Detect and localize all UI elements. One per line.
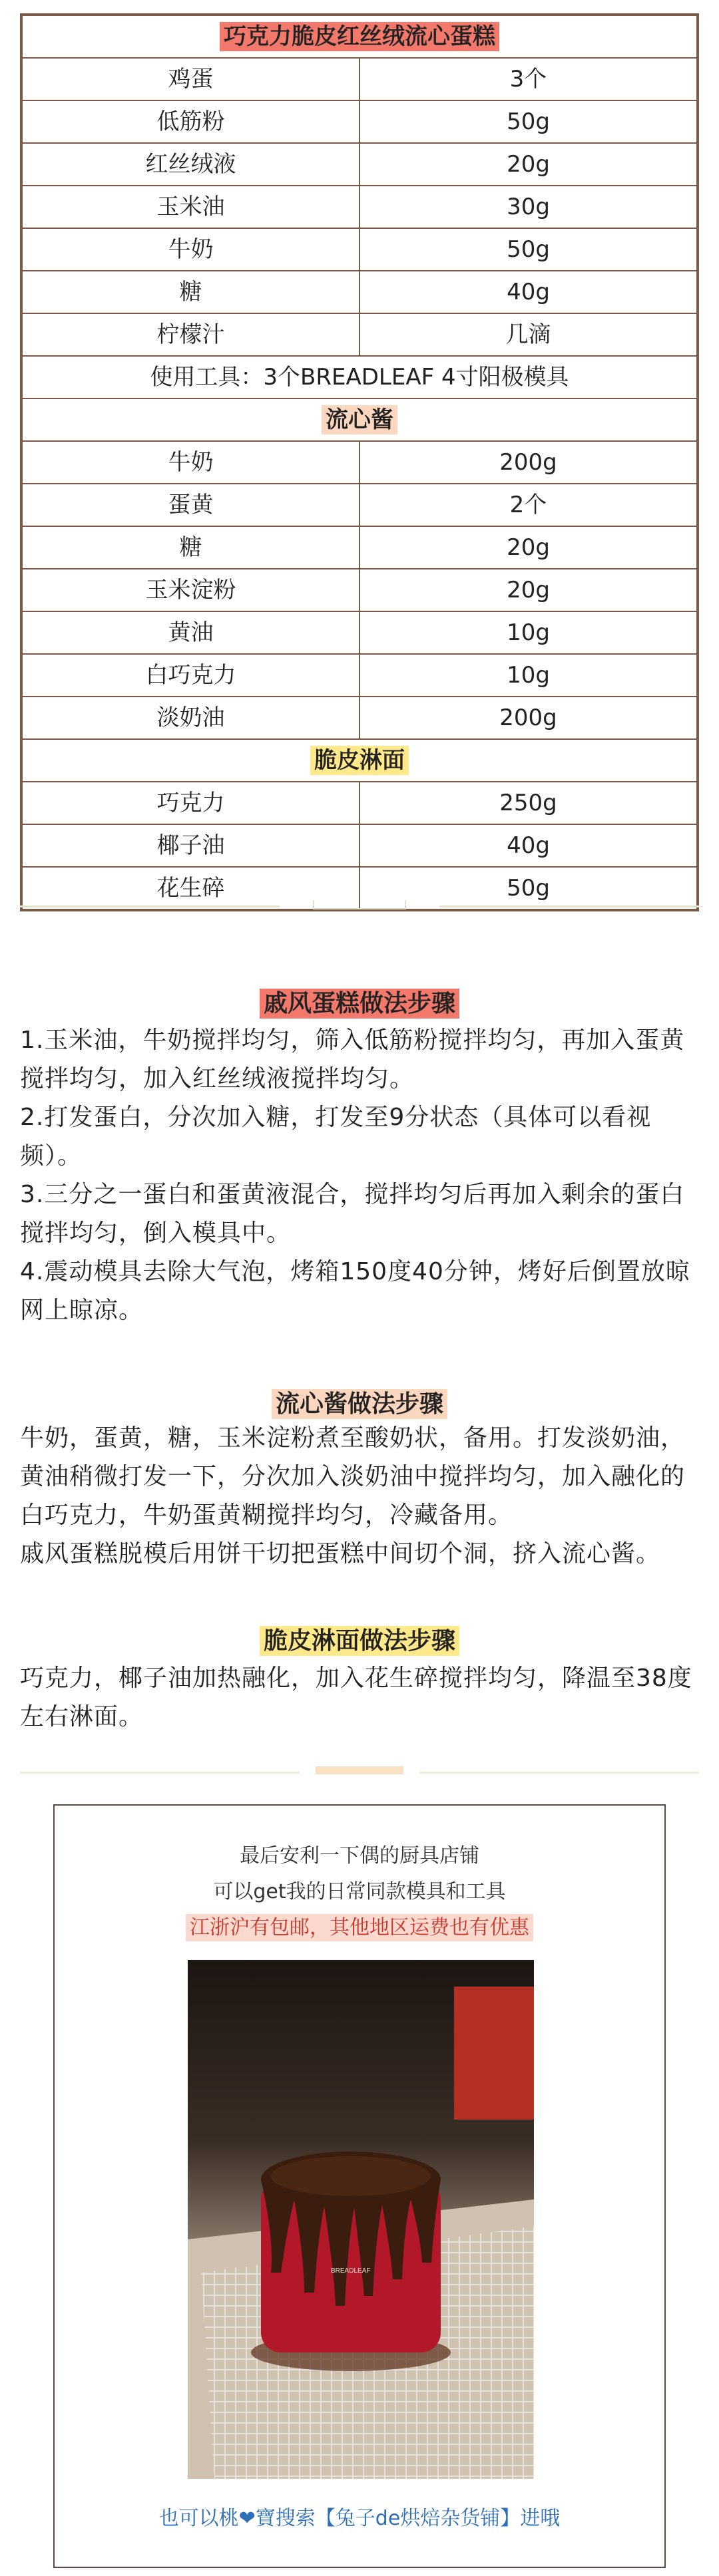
shop-promo-box <box>53 1804 666 2568</box>
ingredient-amount: 200g <box>360 697 697 739</box>
ingredient-name: 淡奶油 <box>22 697 360 739</box>
ingredient-amount: 250g <box>360 782 697 824</box>
ingredient-name: 红丝绒液 <box>22 143 360 186</box>
table-row <box>22 143 697 186</box>
steps3-title: 脆皮淋面做法步骤 <box>260 1626 459 1656</box>
ingredient-name: 牛奶 <box>22 228 360 271</box>
steps1-text <box>20 1021 699 1330</box>
ingredient-name: 柠檬汁 <box>22 313 360 356</box>
ingredient-amount: 50g <box>360 228 697 271</box>
table-row <box>22 58 697 100</box>
ingredient-amount: 3个 <box>360 58 697 100</box>
steps3-line: 巧克力，椰子油加热融化，加入花生碎搅拌均匀，降温至38度左右淋面。 <box>20 1665 692 1730</box>
table-row <box>22 526 697 569</box>
steps1-title-wrap <box>0 985 719 1019</box>
table-row <box>22 611 697 654</box>
steps2-text <box>20 1419 699 1573</box>
ingredient-name: 玉米淀粉 <box>22 569 360 611</box>
promo-shipping-note: 江浙沪有包邮，其他地区运费也有优惠 <box>186 1914 533 1941</box>
table-row <box>22 313 697 356</box>
ingredient-amount: 几滴 <box>360 313 697 356</box>
section2-title-row <box>22 399 697 441</box>
ingredient-amount: 20g <box>360 526 697 569</box>
ingredient-name: 鸡蛋 <box>22 58 360 100</box>
ingredient-name: 糖 <box>22 526 360 569</box>
table-row <box>22 824 697 867</box>
ingredient-amount: 20g <box>360 143 697 186</box>
table-row <box>22 484 697 526</box>
promo-line-2: 可以get我的日常同款模具和工具 <box>213 1880 506 1903</box>
steps1-line: 3.三分之一蛋白和蛋黄液混合，搅拌均匀后再加入剩余的蛋白搅拌均匀，倒入模具中。 <box>20 1181 685 1247</box>
tools-row <box>22 356 697 399</box>
photo-watermark: BREADLEAF <box>331 2267 371 2275</box>
promo-line-1: 最后安利一下偶的厨具店铺 <box>240 1844 479 1867</box>
ingredient-name: 糖 <box>22 271 360 313</box>
ingredient-name: 花生碎 <box>22 867 360 909</box>
ingredient-amount: 2个 <box>360 484 697 526</box>
table-row <box>22 782 697 824</box>
steps2-line: 戚风蛋糕脱模后用饼干切把蛋糕中间切个洞，挤入流心酱。 <box>20 1540 661 1567</box>
section3-title-row <box>22 739 697 782</box>
steps1-line: 4.震动模具去除大气泡，烤箱150度40分钟，烤好后倒置放晾网上晾凉。 <box>20 1258 690 1324</box>
cake-photo <box>188 1960 534 2479</box>
promo-line-3-wrap <box>55 1911 664 1940</box>
steps2-title-wrap <box>0 1385 719 1419</box>
tools-note: 使用工具：3个BREADLEAF 4寸阳极模具 <box>22 356 697 399</box>
table-row <box>22 100 697 143</box>
ingredient-name: 玉米油 <box>22 186 360 228</box>
ingredient-amount: 40g <box>360 271 697 313</box>
steps2-title: 流心酱做法步骤 <box>272 1389 447 1419</box>
ingredient-name: 牛奶 <box>22 441 360 484</box>
ingredient-amount: 50g <box>360 867 697 909</box>
ingredient-amount: 30g <box>360 186 697 228</box>
table-row <box>22 441 697 484</box>
ingredient-name: 巧克力 <box>22 782 360 824</box>
ingredient-amount: 200g <box>360 441 697 484</box>
table-row <box>22 569 697 611</box>
section1-title-row <box>22 15 697 58</box>
section-divider <box>20 1766 699 1780</box>
ingredient-name: 黄油 <box>22 611 360 654</box>
steps2-line: 牛奶，蛋黄，糖，玉米淀粉煮至酸奶状，备用。打发淡奶油，黄油稍微打发一下，分次加入淡奶油中搅拌均匀，加入融化的白巧克力，牛奶蛋黄糊搅拌均匀，冷藏备用。 <box>20 1424 686 1529</box>
steps1-line: 1.玉米油，牛奶搅拌均匀，筛入低筋粉搅拌均匀，再加入蛋黄搅拌均匀，加入红丝绒液搅拌均匀。 <box>20 1027 685 1092</box>
table-row <box>22 697 697 739</box>
ingredient-name: 椰子油 <box>22 824 360 867</box>
steps1-title: 戚风蛋糕做法步骤 <box>260 989 459 1019</box>
steps3-text <box>20 1659 699 1736</box>
ingredient-amount: 20g <box>360 569 697 611</box>
table-row <box>22 186 697 228</box>
ingredient-name: 低筋粉 <box>22 100 360 143</box>
table-row <box>22 654 697 697</box>
ingredient-amount: 10g <box>360 611 697 654</box>
table-row <box>22 271 697 313</box>
section2-title: 流心酱 <box>322 405 397 434</box>
section-divider <box>20 900 699 913</box>
section3-title: 脆皮淋面 <box>310 746 409 775</box>
steps3-title-wrap <box>0 1622 719 1656</box>
ingredient-amount: 40g <box>360 824 697 867</box>
section1-title: 巧克力脆皮红丝绒流心蛋糕 <box>220 22 499 51</box>
ingredient-table-grid <box>21 15 698 910</box>
ingredient-name: 蛋黄 <box>22 484 360 526</box>
table-row <box>22 228 697 271</box>
promo-search-text: 也可以桃❤寶搜索【兔子de烘焙杂货铺】进哦 <box>158 2507 561 2530</box>
steps1-line: 2.打发蛋白，分次加入糖，打发至9分状态（具体可以看视频）。 <box>20 1104 652 1170</box>
ingredient-table <box>20 13 699 911</box>
ingredient-amount: 50g <box>360 100 697 143</box>
cake-photo-svg <box>188 1960 534 2479</box>
ingredient-amount: 10g <box>360 654 697 697</box>
ingredient-name: 白巧克力 <box>22 654 360 697</box>
